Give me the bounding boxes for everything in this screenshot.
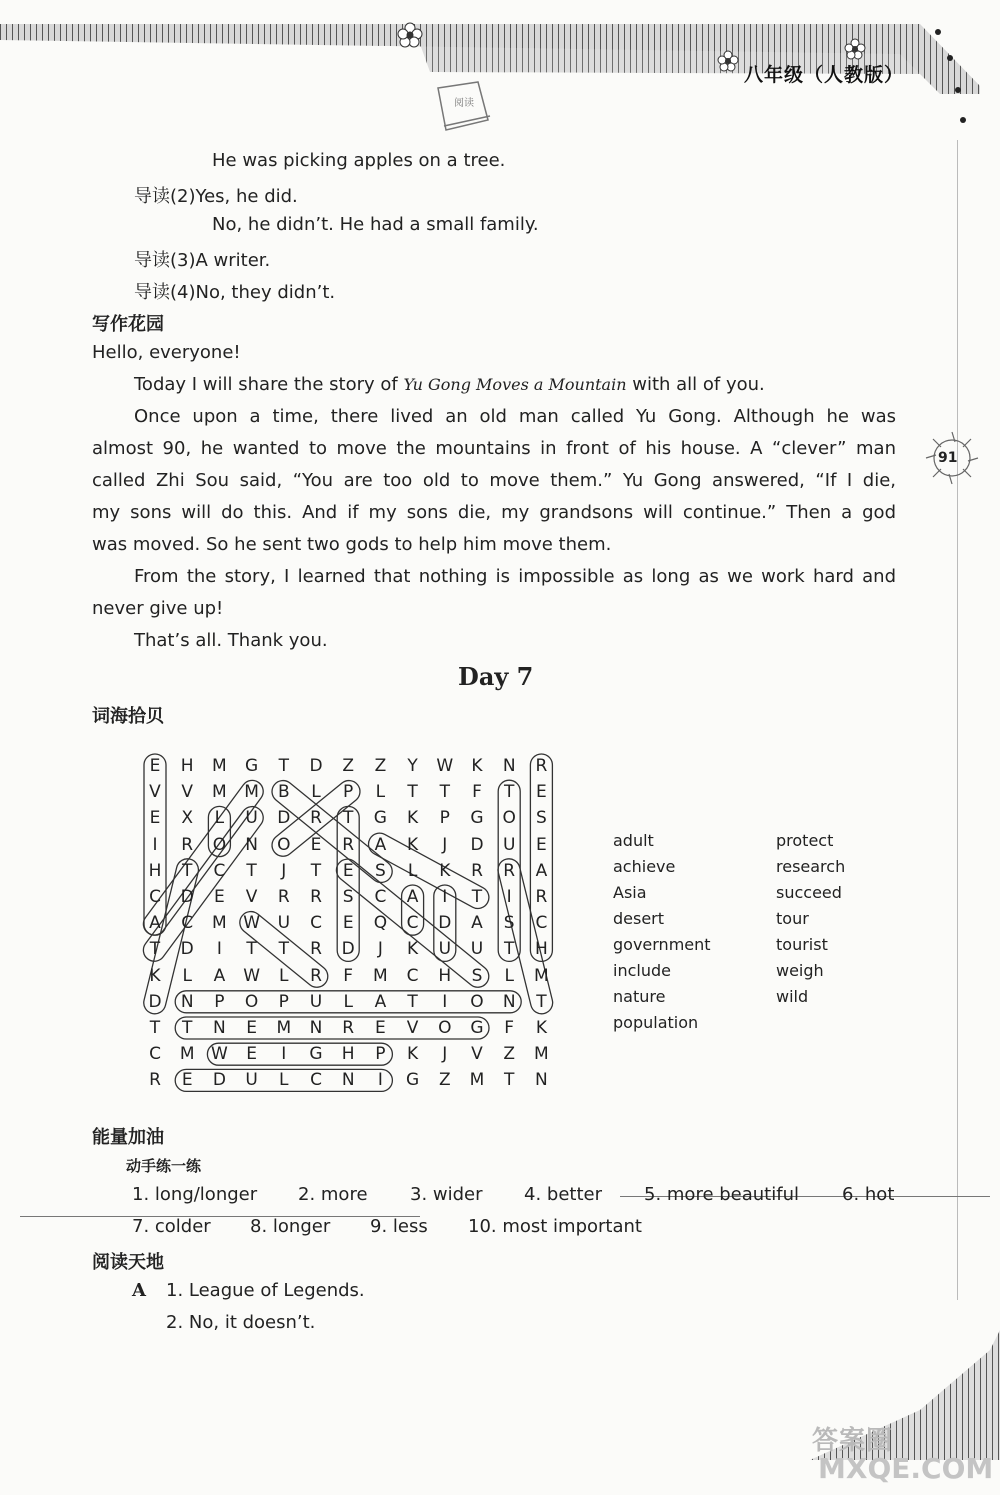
grid-letter: A — [471, 913, 483, 934]
grid-letter: U — [502, 834, 516, 855]
reading-answer: 1. League of Legends. — [166, 1280, 365, 1301]
grid-letter: J — [281, 860, 287, 881]
word-item: desert — [613, 909, 665, 928]
practice-answer: 7. colder — [132, 1216, 211, 1237]
grid-letter: O — [502, 808, 516, 829]
grid-letter: D — [148, 991, 162, 1012]
grid-letter: C — [310, 1070, 322, 1091]
grid-letter: L — [375, 782, 386, 803]
reading-answer: 2. No, it doesn’t. — [166, 1312, 316, 1333]
grid-letter: C — [535, 913, 548, 934]
grid-letter: K — [407, 808, 419, 829]
grid-letter: S — [374, 860, 386, 881]
grid-letter: S — [535, 808, 547, 829]
grid-letter: A — [406, 887, 419, 907]
grid-letter: T — [246, 860, 257, 881]
grid-letter: G — [406, 1070, 420, 1091]
grid-letter: A — [213, 965, 226, 986]
grid-letter: C — [406, 913, 419, 934]
grid-letter: R — [535, 756, 548, 776]
grid-letter: D — [470, 834, 484, 855]
practice-answer: 10. most important — [468, 1216, 642, 1237]
grid-letter: E — [536, 834, 547, 855]
grid-letter: V — [471, 1044, 483, 1065]
grid-letter: N — [245, 834, 258, 855]
grid-letter: A — [149, 913, 161, 934]
text-span: with all of you. — [626, 374, 765, 395]
grid-letter: O — [277, 834, 291, 855]
grid-letter: R — [181, 834, 194, 855]
grid-letter: U — [245, 1070, 258, 1091]
grade-label: 八年级（人教版） — [744, 64, 905, 86]
grid-letter: D — [309, 756, 323, 776]
grid-letter: T — [278, 756, 289, 776]
answer-line — [134, 278, 335, 304]
grid-letter: R — [277, 887, 290, 907]
grid-letter: H — [438, 965, 452, 986]
grid-letter: Q — [373, 913, 388, 934]
grid-letter: H — [180, 756, 194, 776]
grid-letter: L — [311, 782, 321, 803]
grid-letter: E — [246, 1044, 257, 1065]
grid-letter: C — [149, 1044, 161, 1065]
word-item: tour — [776, 909, 809, 928]
answer-line — [134, 182, 298, 208]
grid-letter: R — [310, 965, 322, 986]
grid-letter: V — [149, 782, 161, 803]
grid-letter: L — [279, 965, 289, 986]
watermark-url: MXQE.COM — [818, 1452, 994, 1485]
grid-letter: W — [243, 913, 260, 934]
grid-letter: T — [503, 1070, 515, 1091]
grid-letter: M — [373, 965, 388, 986]
grid-letter: M — [534, 1044, 549, 1065]
grid-letter: E — [310, 834, 322, 855]
word-item: population — [613, 1013, 699, 1032]
grid-letter: M — [179, 1044, 195, 1065]
grid-letter: C — [149, 887, 161, 907]
grid-letter: G — [245, 756, 259, 776]
grid-letter: F — [472, 782, 482, 803]
grid-letter: T — [181, 860, 193, 881]
grid-letter: U — [245, 808, 258, 829]
grid-letter: Y — [407, 756, 418, 776]
section-heading-vocab: 词海拾贝 — [92, 706, 164, 727]
grid-letter: M — [534, 965, 549, 986]
grid-letter: G — [470, 1018, 484, 1038]
grid-letter: T — [439, 782, 450, 803]
grid-letter: I — [506, 887, 512, 907]
paragraph-line: my sons will do this. And if my sons die, my grandsons will continue.” Then a god — [92, 502, 896, 523]
paragraph-intro — [134, 374, 765, 395]
section-heading-reading: 阅读天地 — [92, 1252, 164, 1273]
grid-letter: E — [181, 1070, 193, 1091]
grid-letter: L — [182, 965, 192, 986]
grid-letter: E — [342, 913, 354, 934]
grid-letter: L — [214, 808, 225, 829]
divider — [20, 1216, 420, 1217]
grid-letter: I — [442, 991, 448, 1012]
grid-letter: H — [534, 939, 548, 960]
grid-letter: O — [244, 991, 259, 1012]
grid-letter: K — [407, 939, 419, 960]
word-item: nature — [613, 987, 666, 1006]
grid-letter: W — [436, 756, 454, 776]
flower-icon — [395, 20, 425, 50]
grid-letter: P — [375, 1044, 386, 1065]
paragraph-line: was moved. So he sent two gods to help him move them. — [92, 534, 612, 555]
grid-letter: T — [503, 939, 515, 960]
grid-letter: F — [504, 1018, 515, 1038]
answer-line: He was picking apples on a tree. — [212, 150, 506, 171]
part-label: A — [132, 1280, 146, 1301]
grid-letter: T — [310, 860, 322, 881]
answer-text: Yes, he did. — [195, 186, 298, 207]
grid-letter: G — [373, 808, 387, 829]
grid-letter: T — [407, 991, 418, 1012]
grid-letter: L — [407, 860, 418, 881]
paragraph-line: called Zhi Sou said, “You are too old to move them.” Yu Gong answered, “If I die, — [92, 470, 896, 491]
grid-letter: W — [243, 965, 260, 986]
grid-letter: E — [342, 860, 354, 881]
practice-answer: 4. better — [524, 1184, 602, 1205]
grid-letter: Z — [503, 1044, 516, 1065]
word-item: weigh — [776, 961, 824, 980]
grid-letter: A — [374, 834, 387, 855]
paragraph-line: From the story, I learned that nothing is impossible as long as we work hard and — [134, 566, 896, 587]
decorative-dots — [918, 20, 978, 130]
grid-letter: U — [438, 939, 452, 960]
grid-letter: T — [149, 1018, 161, 1038]
grid-letter: K — [535, 1018, 547, 1038]
grid-letter: N — [180, 991, 194, 1012]
grid-letter: R — [149, 1070, 161, 1091]
grid-letter: T — [342, 808, 354, 829]
text-span: Today I will share the story of — [134, 374, 404, 395]
grid-letter: E — [246, 1018, 257, 1038]
word-item: wild — [776, 987, 809, 1006]
grid-letter: M — [244, 782, 259, 803]
grid-letter: S — [503, 913, 515, 934]
grid-letter: V — [245, 887, 258, 907]
practice-answer: 2. more — [298, 1184, 368, 1205]
svg-text:阅读: 阅读 — [454, 98, 474, 109]
grid-letter: M — [276, 1018, 292, 1038]
grid-letter: W — [210, 1044, 228, 1065]
answer-text: No, they didn’t. — [195, 282, 336, 303]
word-item: Asia — [613, 883, 647, 902]
practice-answer: 3. wider — [410, 1184, 483, 1205]
grid-letter: N — [341, 1070, 355, 1091]
greeting: Hello, everyone! — [92, 342, 241, 363]
grid-letter: H — [148, 860, 162, 881]
grid-letter: T — [503, 782, 515, 803]
book-logo-icon — [430, 80, 500, 136]
paragraph-line: Once upon a time, there lived an old man called Yu Gong. Although he was — [134, 406, 896, 427]
grid-letter: N — [502, 756, 516, 776]
flower-icon — [842, 36, 868, 62]
grid-letter: J — [442, 1044, 448, 1065]
grid-letter: T — [536, 991, 547, 1012]
practice-answer: 6. hot — [842, 1184, 895, 1205]
paragraph-line: never give up! — [92, 598, 224, 619]
word-item: adult — [613, 831, 654, 850]
margin-line — [957, 140, 958, 1300]
grid-letter: R — [535, 887, 548, 907]
grid-letter: O — [438, 1018, 452, 1038]
story-title: Yu Gong Moves a Mountain — [403, 375, 627, 394]
grid-letter: Z — [342, 756, 355, 776]
grid-letter: C — [310, 913, 322, 934]
grid-letter: M — [212, 913, 227, 934]
grid-letter: T — [407, 782, 418, 803]
grid-letter: T — [278, 939, 289, 960]
grid-letter: O — [212, 834, 227, 855]
grid-letter: D — [277, 808, 291, 829]
grid-letter: I — [442, 887, 448, 907]
word-item: achieve — [613, 857, 676, 876]
grid-letter: X — [181, 808, 194, 829]
flower-icon — [715, 48, 741, 74]
grid-letter: J — [377, 939, 383, 960]
grid-letter: I — [216, 939, 222, 960]
practice-answer: 5. more beautiful — [644, 1184, 799, 1205]
word-item: succeed — [776, 883, 842, 902]
word-item: include — [613, 961, 671, 980]
grid-letter: R — [342, 834, 355, 855]
grid-letter: T — [149, 939, 161, 960]
grid-letter: B — [277, 782, 290, 803]
grid-letter: K — [149, 965, 161, 986]
grid-letter: R — [342, 1018, 355, 1038]
word-item: tourist — [776, 935, 828, 954]
grid-letter: K — [471, 756, 483, 776]
grid-letter: D — [438, 913, 452, 934]
practice-answer: 9. less — [370, 1216, 428, 1237]
grid-letter: D — [180, 887, 194, 907]
grid-letter: K — [439, 860, 451, 881]
grid-letter: M — [212, 782, 227, 803]
grid-letter: I — [152, 834, 158, 855]
word-list-col1 — [613, 828, 711, 1036]
grid-letter: M — [469, 1070, 485, 1091]
day-title: Day 7 — [458, 662, 534, 691]
answer-label: 导读(2) — [134, 186, 196, 207]
grid-letter: F — [343, 965, 354, 986]
watermark-logo: 答案圈 — [812, 1426, 894, 1456]
grid-letter: R — [310, 887, 322, 907]
practice-answer: 8. longer — [250, 1216, 331, 1237]
word-item: research — [776, 857, 846, 876]
grid-letter: V — [181, 782, 193, 803]
grid-letter: K — [407, 1044, 419, 1065]
grid-letter: K — [407, 834, 419, 855]
grid-letter: N — [309, 1018, 323, 1038]
grid-letter: Z — [374, 756, 387, 776]
grid-letter: D — [180, 939, 194, 960]
grid-letter: R — [471, 860, 483, 881]
grid-letter: G — [470, 808, 484, 829]
grid-letter: A — [535, 860, 548, 881]
grid-letter: P — [439, 808, 450, 829]
grid-letter: L — [504, 965, 514, 986]
grid-letter: N — [535, 1070, 548, 1091]
grid-letter: G — [309, 1044, 323, 1065]
grid-letter: P — [343, 782, 354, 803]
paragraph-line: almost 90, he wanted to move the mountains in front of his house. A “clever” man — [92, 438, 896, 459]
grid-letter: C — [213, 860, 226, 881]
grid-letter: A — [374, 991, 387, 1012]
answer-line — [134, 246, 270, 272]
grid-letter: H — [341, 1044, 355, 1065]
grid-letter: T — [181, 1018, 193, 1038]
answer-label: 导读(3) — [134, 250, 196, 271]
grid-letter: R — [310, 808, 322, 829]
grid-letter: T — [471, 887, 483, 907]
grid-letter: S — [471, 965, 483, 986]
grid-letter: P — [278, 991, 289, 1012]
grid-letter: R — [310, 939, 322, 960]
grid-letter: V — [406, 1018, 419, 1038]
grid-letter: Z — [438, 1070, 451, 1091]
grid-letter: S — [342, 887, 354, 907]
grid-letter: T — [246, 939, 257, 960]
grid-letter: C — [406, 965, 419, 986]
grid-letter: O — [470, 991, 484, 1012]
section-heading-energy: 能量加油 — [92, 1127, 164, 1148]
grid-letter: C — [181, 913, 194, 934]
grid-letter: R — [503, 860, 516, 881]
grid-letter: I — [281, 1044, 287, 1065]
grid-letter: J — [442, 834, 448, 855]
grid-letter: C — [374, 887, 387, 907]
answer-label: 导读(4) — [134, 282, 196, 303]
grid-letter: I — [377, 1070, 383, 1091]
grid-letter: D — [212, 1070, 226, 1091]
closing: That’s all. Thank you. — [134, 630, 328, 651]
answer-text: A writer. — [195, 250, 271, 271]
word-list-col2 — [776, 828, 845, 1010]
grid-letter: L — [343, 991, 353, 1012]
grid-letter: E — [149, 808, 161, 829]
grid-letter: L — [279, 1070, 289, 1091]
word-item: government — [613, 935, 711, 954]
grid-letter: P — [214, 991, 225, 1012]
grid-letter: D — [341, 939, 355, 960]
answer-line: No, he didn’t. He had a small family. — [212, 214, 539, 235]
grid-letter: U — [309, 991, 323, 1012]
grid-letter: M — [212, 756, 227, 776]
subheading-practice: 动手练一练 — [126, 1157, 202, 1175]
grid-letter: E — [149, 756, 161, 776]
section-heading-writing: 写作花园 — [92, 314, 164, 335]
grid-letter: E — [214, 887, 225, 907]
practice-answer: 1. long/longer — [132, 1184, 258, 1205]
grid-letter: E — [536, 782, 547, 803]
grid-letter: N — [502, 991, 516, 1012]
page-number: 91 — [938, 450, 958, 466]
grid-letter: U — [277, 913, 291, 934]
grid-letter: E — [375, 1018, 386, 1038]
grid-letter: N — [213, 1018, 226, 1038]
grid-letter: U — [470, 939, 484, 960]
word-item: protect — [776, 831, 834, 850]
